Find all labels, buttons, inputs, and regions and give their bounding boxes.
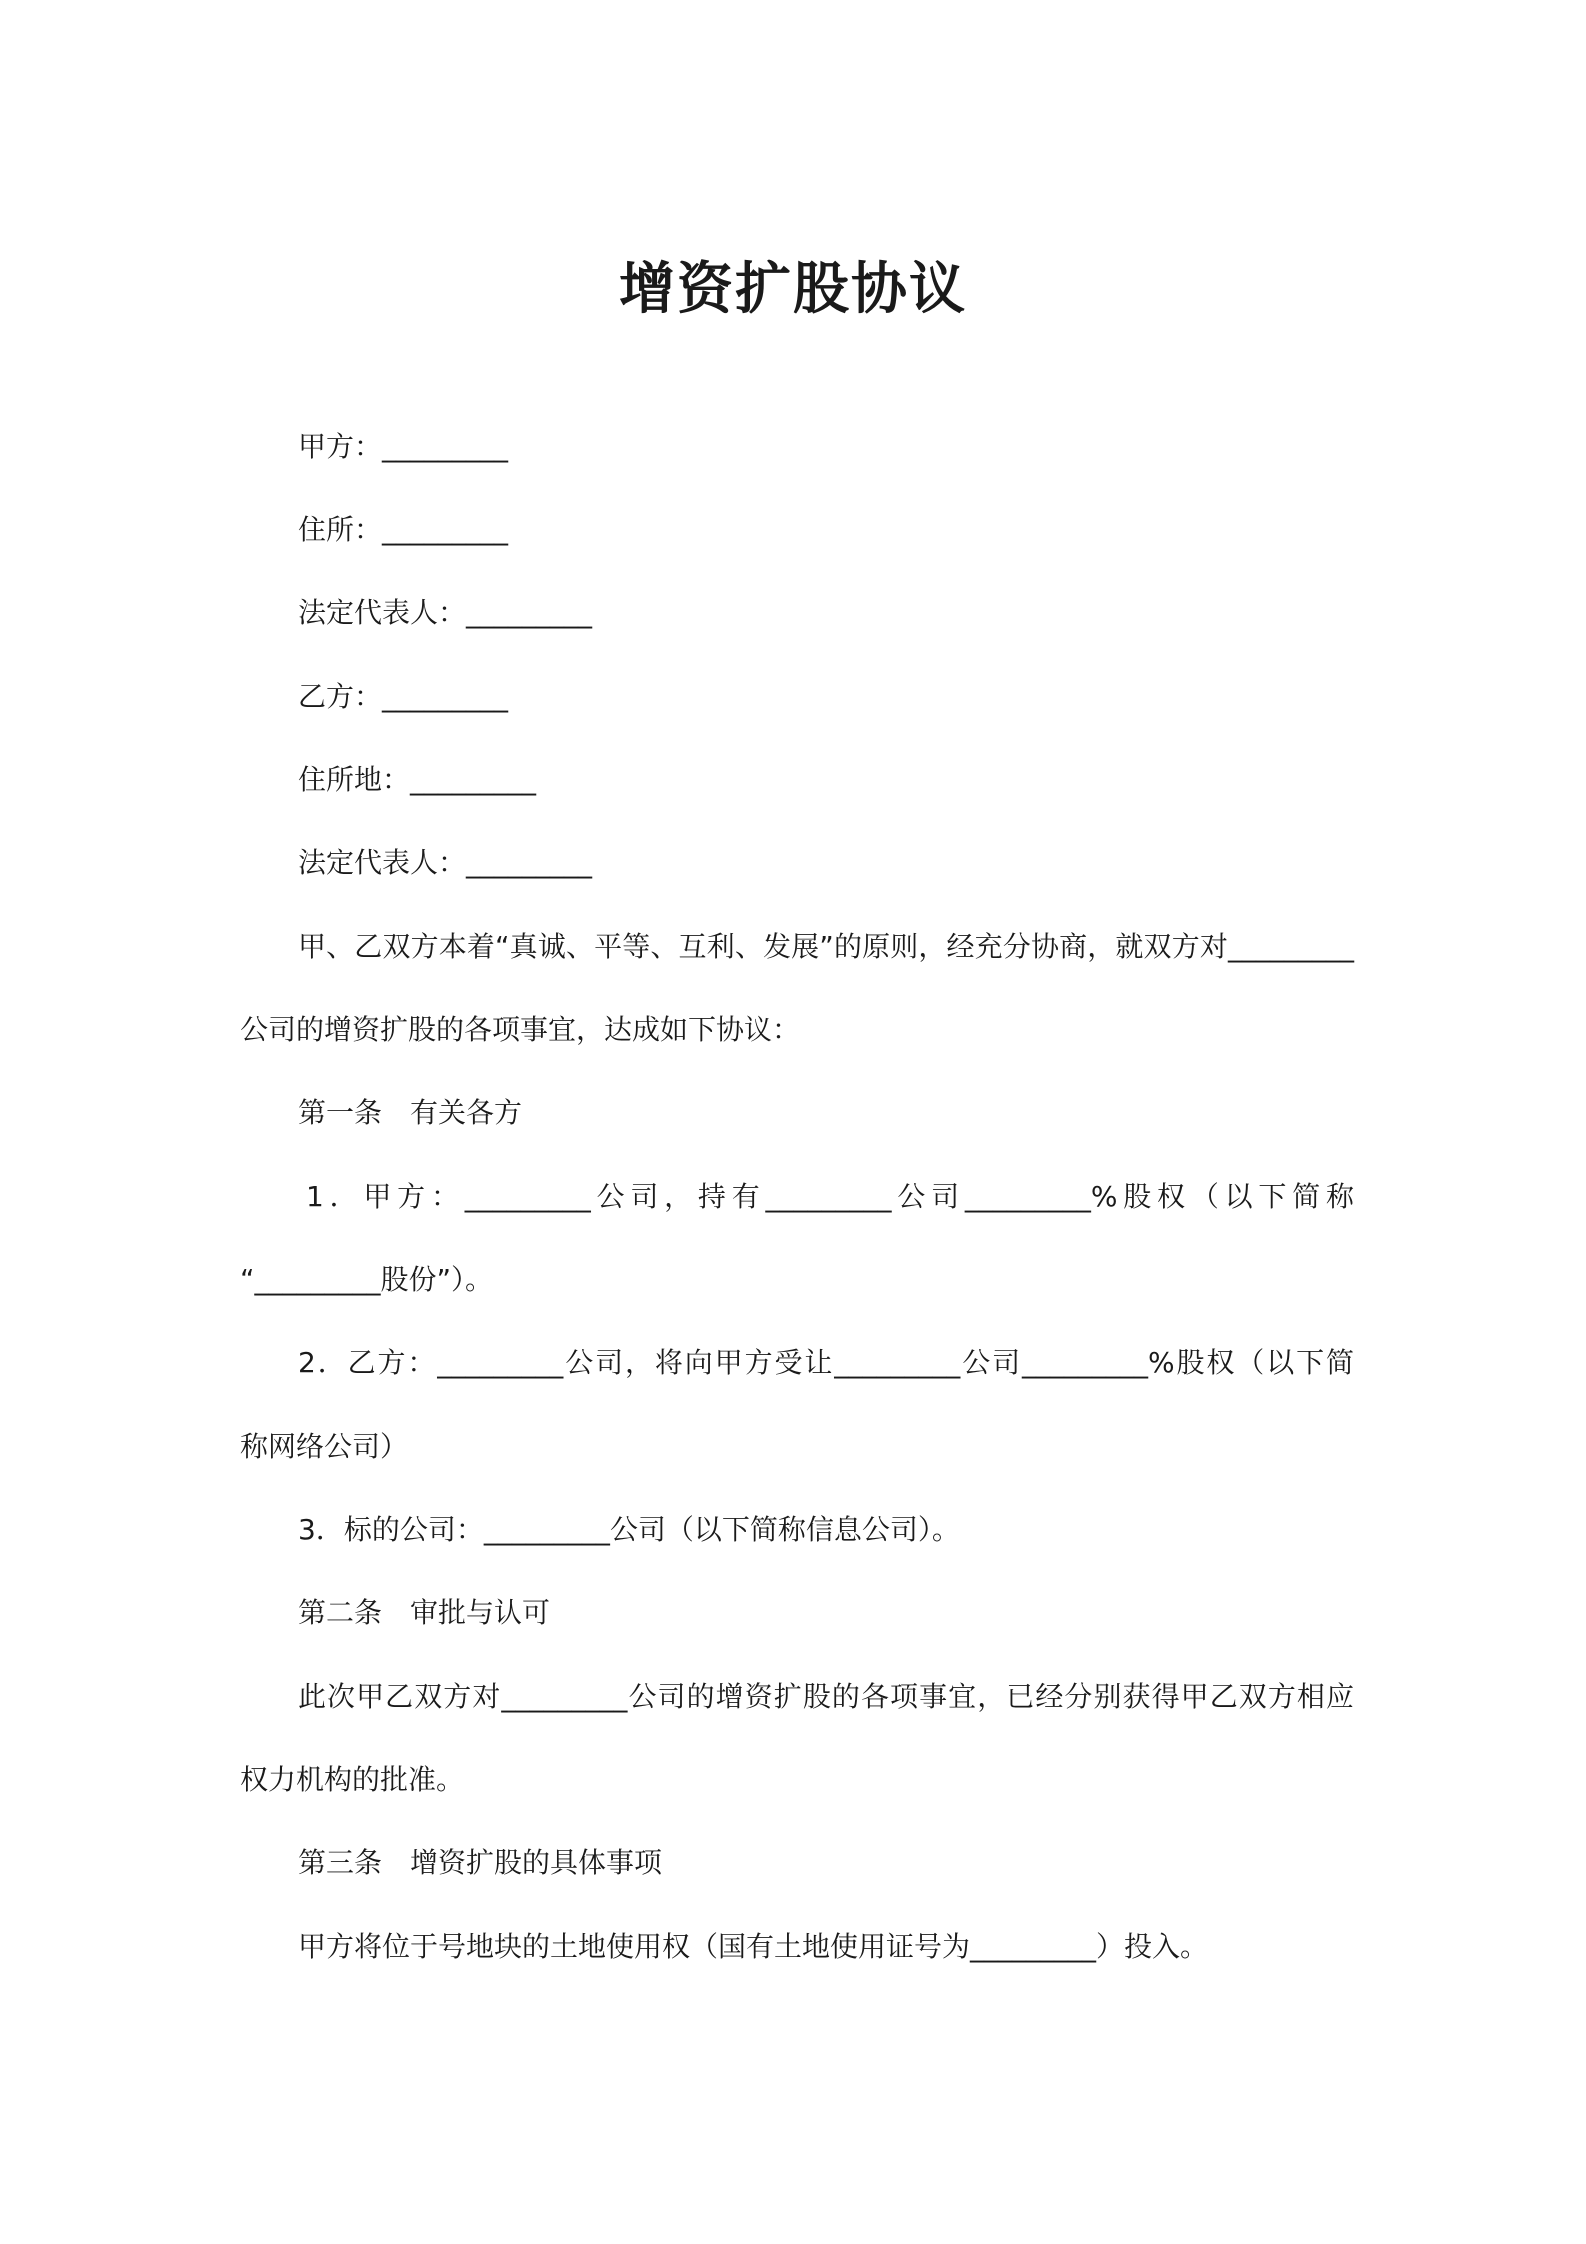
article-1-heading: 第一条 有关各方 <box>298 1096 523 1129</box>
article-2-heading: 第二条 审批与认可 <box>298 1596 551 1629</box>
article-1-item-1-line-2: “_________股份”）。 <box>240 1263 494 1296</box>
article-2-line-2: 权力机构的批准。 <box>240 1763 465 1796</box>
preamble-line-2: 公司的增资扩股的各项事宜，达成如下协议： <box>240 1013 801 1046</box>
party-b-name: 乙方：_________ <box>298 680 509 713</box>
article-3-line-1: 甲方将位于号地块的土地使用权（国有土地使用证号为_________）投入。 <box>298 1930 1209 1963</box>
party-a-name: 甲方：_________ <box>298 430 509 463</box>
article-1-item-2-line-2: 称网络公司） <box>240 1430 409 1463</box>
article-1-item-1-line-1: 1．甲方：_________公司，持有_________公司_________%股权（以下简称 <box>306 1180 1354 1213</box>
article-3-heading: 第三条 增资扩股的具体事项 <box>298 1846 663 1879</box>
party-a-address: 住所：_________ <box>298 513 509 546</box>
article-2-line-1: 此次甲乙双方对_________公司的增资扩股的各项事宜，已经分别获得甲乙双方相应 <box>298 1680 1354 1713</box>
document-title: 增资扩股协议 <box>619 257 967 322</box>
article-1-item-2-line-1: 2．乙方：_________公司，将向甲方受让_________公司_________%股权（以下简 <box>298 1346 1354 1379</box>
party-b-address: 住所地：_________ <box>298 763 537 796</box>
article-1-item-3: 3．标的公司：_________公司（以下简称信息公司）。 <box>298 1513 960 1546</box>
preamble-line-1: 甲、乙双方本着“真诚、平等、互利、发展”的原则，经充分协商，就双方对_________ <box>298 930 1354 963</box>
party-b-legal-rep: 法定代表人：_________ <box>298 846 593 879</box>
party-a-legal-rep: 法定代表人：_________ <box>298 596 593 629</box>
